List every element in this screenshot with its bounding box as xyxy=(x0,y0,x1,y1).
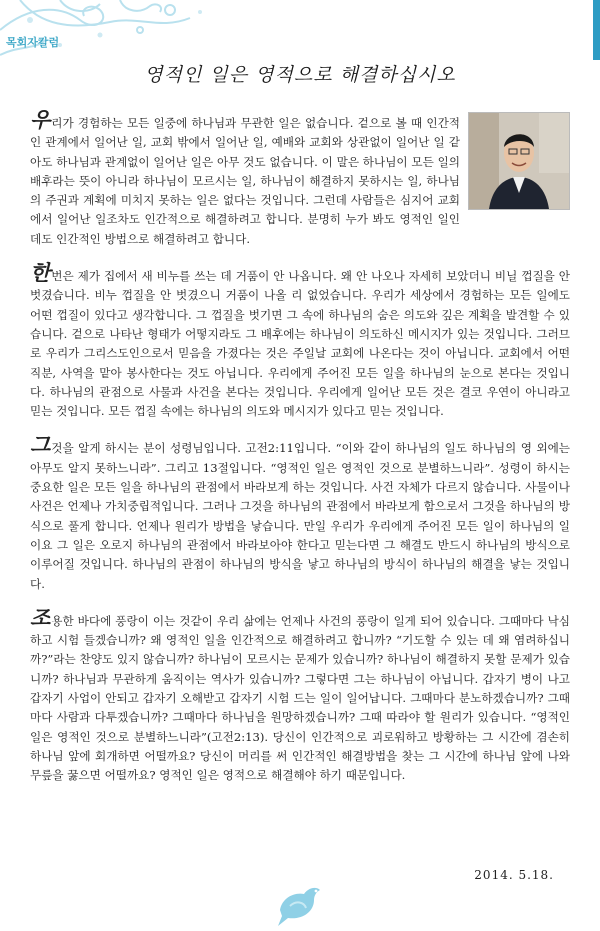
dropcap: 그 xyxy=(30,432,51,458)
paragraph-3 xyxy=(30,432,570,593)
paragraph-2 xyxy=(30,260,570,421)
paragraph-4 xyxy=(30,604,570,786)
edge-accent-bar xyxy=(593,0,600,60)
pastor-photo xyxy=(468,112,570,210)
column-tag: 목회자칼럼 xyxy=(6,36,60,49)
dropcap: 조 xyxy=(30,604,51,630)
page-title: 영적인 일은 영적으로 해결하십시오 xyxy=(144,64,456,86)
bird-icon xyxy=(270,870,330,930)
paragraph-text: 리가 경험하는 모든 일중에 하나님과 무관한 일은 없습니다. 겉으로 볼 때 인간적인 관계에서 일어난 일, 교회 밖에서 일어난 일, 예배와 교회와 상관없이 일어난 일 같아도 하나님과 관계없이 일어난 일은 아무 것도 없습니다. 이 말은 하나님이 모든 일의 배후라는 뜻이 아니라 하나님이 모르시는 일, 하나님이 해결하지 못하시는 일, 하나님의 주권과 계획에 미치지 못하는 일은 없다는 것입니다. 그런데 사람들은 심지어 교회에서 일어난 일조차도 인간적으로 해결하려고 합니다. 분명히 누가 봐도 영적인 일인데도 인간적인 방법으로 해결하려고 합니다. xyxy=(30,116,460,246)
paragraph-text: 번은 제가 집에서 새 비누를 쓰는 데 거품이 안 나옵니다. 왜 안 나오나 자세히 보았더니 비닐 껍질을 안 벗겼습니다. 비누 껍질을 안 벗겼으니 거품이 나올 리 없었습니다. 우리가 세상에서 경험하는 모든 일에도 어떤 껍질이 있다고 생각합니다. 그 껍질을 벗기면 그 속에 하나님의 숨은 의도와 깊은 계획을 발견할 수 있습니다. 겉으로 나타난 형태가 어떻지라도 그 배후에는 하나님이 의도하신 메시지가 있는 것입니다. 그러므로 우리가 그리스도인으로서 믿음을 가졌다는 것은 주일날 교회에 나온다는 것이 아닙니다. 교회에서 어떤 직분, 사역을 맡아 봉사한다는 것도 아닙니다. 우리에게 주어진 모든 일을 하나님의 눈으로 본다는 것입니다. 하나님의 관점으로 사물과 사건을 본다는 것입니다. 우리에게 일어난 모든 것은 결코 우연이 아니라고 믿는 것입니다. 모든 껍질 속에는 하나님의 의도와 메시지가 있다고 믿는 것입니다. xyxy=(30,269,570,419)
article-body xyxy=(30,107,570,802)
paragraph-text: 것을 알게 하시는 분이 성령님입니다. 고전2:11입니다. “이와 같이 하나님의 일도 하나님의 영 외에는 아무도 알지 못하느니라”. 그리고 13절입니다. “영적인 일은 영적인 것으로 분별하느니라”. 성령이 하시는 중요한 일은 모든 일을 하나님의 관점에서 바라보게 하는 것입니다. 사건 자체가 다르지 않습니다. 사물이나 사건은 언제나 가치중립적입니다. 그러나 그것을 하나님의 관점에서 바라보게 함으로서 그것을 하나님의 방식으로 풀게 합니다. 언제나 원리가 방법을 낳습니다. 만일 우리가 우리에게 주어진 모든 일이 하나님의 일이요 그 일은 오로지 하나님의 관점에서 바라보아야 한다고 믿는다면 그 해결도 반드시 하나님의 방식으로 이루어질 것입니다. 하나님의 관점이 하나님의 방식을 낳고 하나님의 방식이 하나님의 해결을 낳는 것입니다. xyxy=(30,441,570,591)
paragraph-text: 용한 바다에 풍랑이 이는 것같이 우리 삶에는 언제나 사건의 풍랑이 일게 되어 있습니다. 그때마다 낙심하고 시험 들겠습니까? 왜 영적인 일을 인간적으로 해결하려고 합니까? “기도할 수 있는 데 왜 염려하십니까?”라는 찬양도 있지 않습니까? 하나님이 모르시는 문제가 있습니까? 하나님이 해결하지 못할 문제가 있습니까? 하나님과 무관하게 움직이는 역사가 있습니까? 그렇다면 그는 하나님이 아닙니다. 갑자기 병이 나고 갑자기 사업이 안되고 갑자기 오해받고 갑자기 시험 드는 일이 일어납니다. 그때마다 분노하겠습니까? 그때마다 사람과 다투겠습니까? 그때마다 하나님을 원망하겠습니까? 그때 따라야 할 원리가 있습니다. “영적인 일은 영적인 것으로 분별하느니라”(고전2:13). 당신이 인간적으로 괴로워하고 방황하는 그 시간에 겸손히 하나님 앞에 회개하면 어떨까요? 당신이 머리를 써 인간적인 해결방법을 찾는 그 시간에 하나님 앞에 나와 무릎을 꿇으면 어떨까요? 영적인 일은 영적으로 해결해야 하기 때문입니다. xyxy=(30,613,570,783)
dropcap: 한 xyxy=(30,260,51,286)
dropcap: 우 xyxy=(30,107,51,132)
date-signoff: 2014. 5.18. xyxy=(474,868,554,882)
